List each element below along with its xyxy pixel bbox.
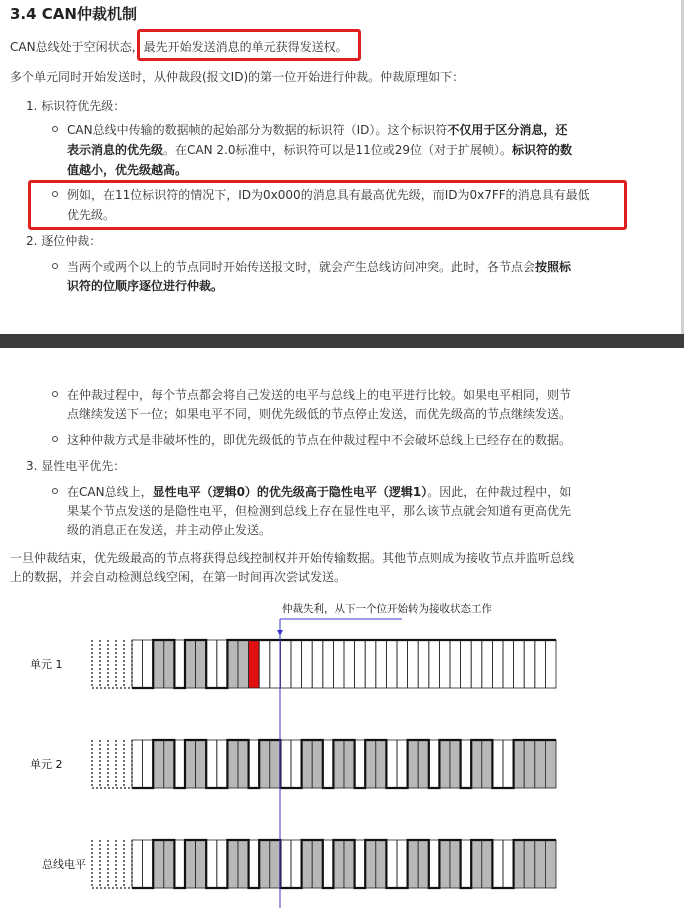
- bit-cell: [429, 740, 440, 788]
- bit-cell: [450, 840, 461, 888]
- list-item-3-label: 3. 显性电平优先：: [26, 459, 126, 473]
- bit-cell: [461, 740, 472, 788]
- bit-cell: [397, 840, 408, 888]
- document-page-1: [0, 0, 684, 334]
- bullet-icon: [52, 436, 58, 442]
- bit-cell: [333, 640, 344, 688]
- bit-cell: [503, 840, 514, 888]
- document-page-2: [0, 348, 684, 916]
- bit-cell: [132, 740, 143, 788]
- item2-bullet2-line2: 点继续发送下一位；如果电平不同，则优先级低的节点停止发送，而优先级高的节点继续发送。: [67, 407, 572, 421]
- bullet-icon: [52, 391, 58, 397]
- bit-cell: [535, 840, 546, 888]
- bit-cell: [492, 640, 503, 688]
- bit-cell: [365, 840, 376, 888]
- row-label: 单元 1: [30, 658, 63, 671]
- bit-cell: [323, 740, 334, 788]
- item1-bullet1-line1: CAN总线中传输的数据帧的起始部分为数据的标识符（ID）。这个标识符不仅用于区分消息，还: [67, 123, 568, 137]
- bit-cell: [153, 840, 164, 888]
- bit-cell: [492, 840, 503, 888]
- bit-cell: [386, 640, 397, 688]
- bit-cell: [471, 740, 482, 788]
- bit-cell: [164, 740, 175, 788]
- bit-cell: [344, 840, 355, 888]
- bit-cell: [503, 740, 514, 788]
- highlight-box-example: [28, 180, 627, 230]
- bit-cell: [259, 740, 270, 788]
- item1-bullet2-line2: 优先级。: [67, 208, 116, 222]
- bit-cell: [524, 740, 535, 788]
- bit-cell: [238, 840, 249, 888]
- bit-cell: [249, 840, 260, 888]
- diagram-row: [30, 740, 556, 788]
- item2-bullet1-line2: 识符的位顺序逐位进行仲裁。: [67, 279, 224, 293]
- bit-cell: [291, 740, 302, 788]
- row-label: 总线电平: [42, 858, 86, 871]
- page-separator: [0, 334, 684, 348]
- arbitration-marker-arrow: [277, 630, 283, 636]
- bit-cell: [365, 740, 376, 788]
- bit-cell: [174, 740, 185, 788]
- bit-cell: [333, 840, 344, 888]
- bit-cell: [153, 740, 164, 788]
- bit-cell: [312, 740, 323, 788]
- bit-cell: [514, 640, 525, 688]
- bit-cell: [312, 640, 323, 688]
- bit-cell: [355, 640, 366, 688]
- bit-cell: [280, 840, 291, 888]
- arbitration-diagram: [0, 596, 684, 916]
- bit-cell: [344, 740, 355, 788]
- bit-cell: [503, 640, 514, 688]
- item2-bullet2-line1: 在仲裁过程中，每个节点都会将自己发送的电平与总线上的电平进行比较。如果电平相同，则节: [67, 388, 572, 402]
- intro-prefix: CAN总线处于空闲状态，: [10, 40, 144, 54]
- bit-cell: [461, 640, 472, 688]
- list-item-2-label: 2. 逐位仲裁：: [26, 234, 102, 248]
- bit-cell: [344, 640, 355, 688]
- bit-cell: [143, 740, 154, 788]
- bit-cell: [143, 840, 154, 888]
- bit-cell: [376, 640, 387, 688]
- bit-cell: [249, 640, 260, 688]
- bit-cell: [471, 640, 482, 688]
- bit-cell: [132, 840, 143, 888]
- intro-highlight: 最先开始发送消息的单元获得发送权。: [143, 40, 348, 54]
- bit-cell: [185, 740, 196, 788]
- bit-cell: [365, 640, 376, 688]
- conclusion-line1: 一旦仲裁结束，优先级最高的节点将获得总线控制权并开始传输数据。其他节点则成为接收节点并监听总线: [10, 551, 575, 565]
- bit-cell: [270, 840, 281, 888]
- bit-cell: [270, 740, 281, 788]
- bit-cell: [280, 740, 291, 788]
- bit-cell: [164, 840, 175, 888]
- bit-cell: [333, 740, 344, 788]
- bit-cell: [376, 740, 387, 788]
- bit-cell: [535, 640, 546, 688]
- bit-cell: [196, 740, 207, 788]
- bit-cell: [291, 840, 302, 888]
- bit-cell: [280, 640, 291, 688]
- bit-cell: [397, 640, 408, 688]
- bit-cell: [132, 640, 143, 688]
- bit-cell: [418, 740, 429, 788]
- bit-cell: [386, 840, 397, 888]
- bullet-icon: [52, 488, 58, 494]
- bit-cell: [174, 840, 185, 888]
- bit-cell: [143, 640, 154, 688]
- bit-cell: [259, 640, 270, 688]
- bit-cell: [196, 640, 207, 688]
- list-item-1-label: 1. 标识符优先级：: [26, 99, 126, 113]
- bit-cell: [206, 740, 217, 788]
- bit-cell: [408, 640, 419, 688]
- bit-cell: [238, 640, 249, 688]
- bit-cell: [249, 740, 260, 788]
- bit-cell: [450, 740, 461, 788]
- bit-cell: [227, 840, 238, 888]
- bit-cell: [206, 640, 217, 688]
- bit-cell: [386, 740, 397, 788]
- bit-cell: [397, 740, 408, 788]
- bit-cell: [482, 840, 493, 888]
- bit-cell: [545, 640, 556, 688]
- bit-cell: [355, 840, 366, 888]
- bit-cell: [482, 740, 493, 788]
- conclusion-line2: 上的数据，并会自动检测总线空闲，在第一时间再次尝试发送。: [10, 570, 347, 584]
- bit-cell: [196, 840, 207, 888]
- item3-bullet1-line1: 在CAN总线上，显性电平（逻辑0）的优先级高于隐性电平（逻辑1）。因此，在仲裁过程中，如: [67, 485, 572, 499]
- bit-cell: [302, 640, 313, 688]
- diagram-annotation: 仲裁失利，从下一个位开始转为接收状态工作: [282, 603, 492, 615]
- para-arbitration-intro: 多个单元同时开始发送时，从仲裁段(报文ID)的第一位开始进行仲裁。仲裁原理如下：: [10, 70, 465, 84]
- bit-cell: [524, 840, 535, 888]
- bit-cell: [153, 640, 164, 688]
- bit-cell: [450, 640, 461, 688]
- bit-cell: [535, 740, 546, 788]
- bit-cell: [270, 640, 281, 688]
- bit-cell: [418, 640, 429, 688]
- bit-cell: [429, 840, 440, 888]
- bit-cell: [238, 740, 249, 788]
- bit-cell: [355, 740, 366, 788]
- item3-bullet1-line2: 果某个节点发送的是隐性电平，但检测到总线上存在显性电平，那么该节点就会知道有更高优先: [67, 504, 572, 518]
- item2-bullet1-line1: 当两个或两个以上的节点同时开始传送报文时，就会产生总线访问冲突。此时，各节点会按照标: [67, 260, 572, 274]
- bit-cell: [408, 840, 419, 888]
- bit-cell: [217, 840, 228, 888]
- bit-cell: [302, 840, 313, 888]
- diagram-row: [30, 640, 556, 688]
- bit-cell: [174, 640, 185, 688]
- bit-cell: [291, 640, 302, 688]
- bit-cell: [429, 640, 440, 688]
- bit-cell: [217, 640, 228, 688]
- bit-cell: [302, 740, 313, 788]
- item1-bullet1-line2: 表示消息的优先级。在CAN 2.0标准中，标识符可以是11位或29位（对于扩展帧）。标识符的数: [67, 143, 573, 157]
- item1-bullet2-line1: 例如，在11位标识符的情况下，ID为0x000的消息具有最高优先级，而ID为0x7FF的消息具有最低: [67, 188, 590, 202]
- bit-cell: [482, 640, 493, 688]
- bit-cell: [164, 640, 175, 688]
- bit-cell: [312, 840, 323, 888]
- bit-cell: [323, 640, 334, 688]
- bit-cell: [185, 840, 196, 888]
- bit-cell: [206, 840, 217, 888]
- bit-cell: [227, 640, 238, 688]
- bit-cell: [418, 840, 429, 888]
- bit-cell: [217, 740, 228, 788]
- bit-cell: [259, 840, 270, 888]
- bit-cell: [408, 740, 419, 788]
- row-label: 单元 2: [30, 758, 63, 771]
- bit-cell: [439, 740, 450, 788]
- bit-cell: [439, 840, 450, 888]
- bit-cell: [545, 740, 556, 788]
- bit-cell: [461, 840, 472, 888]
- item3-bullet1-line3: 级的消息正在发送，并主动停止发送。: [67, 523, 272, 537]
- item2-bullet3-line1: 这种仲裁方式是非破坏性的，即优先级低的节点在仲裁过程中不会破坏总线上已经存在的数据。: [67, 433, 572, 447]
- section-title: 3.4 CAN仲裁机制: [10, 5, 137, 23]
- bullet-icon: [52, 126, 58, 132]
- bit-cell: [492, 740, 503, 788]
- highlight-box-intro: [137, 29, 361, 61]
- bit-cell: [545, 840, 556, 888]
- bit-cell: [514, 740, 525, 788]
- bit-cell: [524, 640, 535, 688]
- diagram-row: [42, 840, 556, 888]
- bit-cell: [439, 640, 450, 688]
- bit-cell: [471, 840, 482, 888]
- bit-cell: [376, 840, 387, 888]
- bit-cell: [185, 640, 196, 688]
- bit-cell: [227, 740, 238, 788]
- bit-cell: [514, 840, 525, 888]
- item1-bullet1-line3: 值越小，优先级越高。: [67, 163, 188, 177]
- bit-cell: [323, 840, 334, 888]
- bullet-icon: [52, 263, 58, 269]
